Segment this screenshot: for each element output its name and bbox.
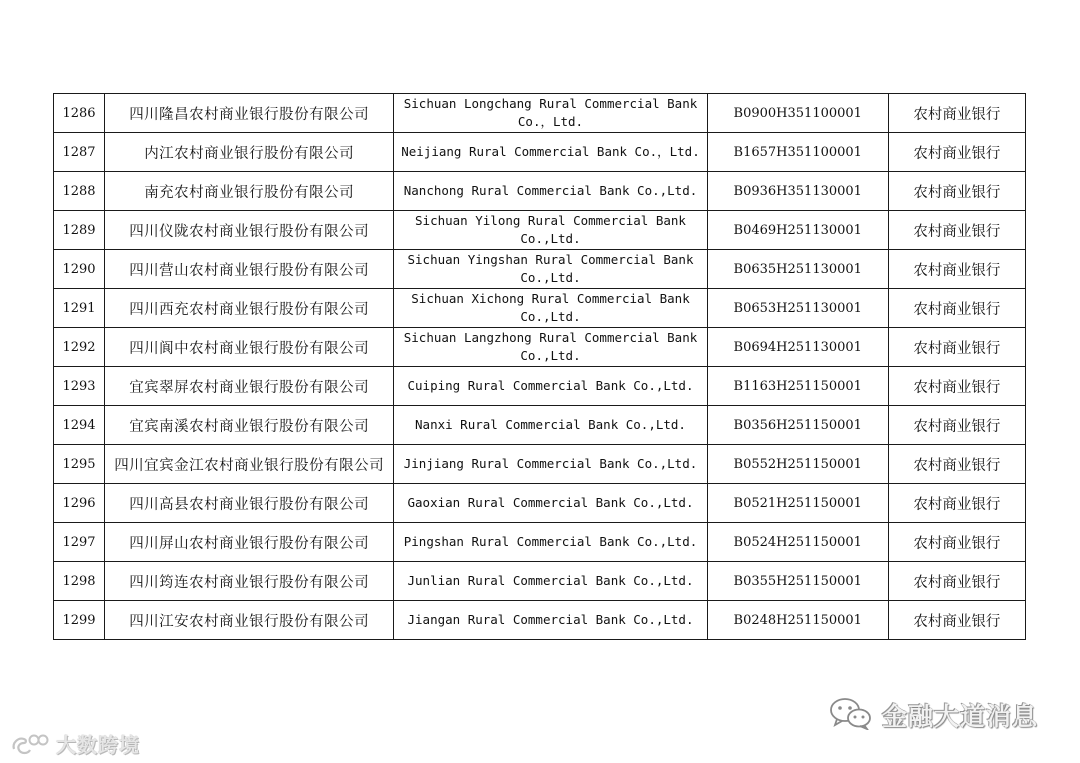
table-row	[54, 250, 1026, 289]
cell-number: 1295	[54, 445, 105, 484]
cell-institution-code: B0521H251150001	[707, 484, 888, 523]
cell-institution-type: 农村商业银行	[888, 250, 1025, 289]
cell-institution-type: 农村商业银行	[888, 484, 1025, 523]
cell-number: 1291	[54, 289, 105, 328]
cell-name-english: Nanxi Rural Commercial Bank Co.,Ltd.	[394, 406, 707, 445]
table-body	[54, 94, 1026, 640]
cell-number: 1297	[54, 523, 105, 562]
cell-institution-code: B0552H251150001	[707, 445, 888, 484]
table-row	[54, 211, 1026, 250]
cell-name-english: Jinjiang Rural Commercial Bank Co.,Ltd.	[394, 445, 707, 484]
table-row	[54, 289, 1026, 328]
cell-number: 1288	[54, 172, 105, 211]
bank-register-table	[53, 93, 1026, 640]
cell-name-english: Sichuan Longchang Rural Commercial Bank Co.，Ltd.	[394, 94, 707, 133]
cell-name-chinese: 南充农村商业银行股份有限公司	[105, 172, 394, 211]
cell-number: 1292	[54, 328, 105, 367]
watermark-bottom-right	[828, 696, 1038, 734]
cell-name-english: Sichuan Yingshan Rural Commercial Bank Co.,Ltd.	[394, 250, 707, 289]
cell-name-english: Junlian Rural Commercial Bank Co.,Ltd.	[394, 562, 707, 601]
table-row	[54, 562, 1026, 601]
cell-number: 1293	[54, 367, 105, 406]
cell-name-chinese: 四川营山农村商业银行股份有限公司	[105, 250, 394, 289]
watermark-left-text: 大数跨境	[56, 733, 140, 757]
cell-number: 1289	[54, 211, 105, 250]
cell-name-chinese: 宜宾南溪农村商业银行股份有限公司	[105, 406, 394, 445]
table-row	[54, 367, 1026, 406]
cell-institution-type: 农村商业银行	[888, 172, 1025, 211]
weibo-logo-icon	[10, 731, 50, 757]
cell-institution-code: B0469H251130001	[707, 211, 888, 250]
cell-institution-type: 农村商业银行	[888, 406, 1025, 445]
cell-institution-code: B1163H251150001	[707, 367, 888, 406]
cell-institution-code: B0355H251150001	[707, 562, 888, 601]
cell-name-english: Sichuan Yilong Rural Commercial Bank Co.,Ltd.	[394, 211, 707, 250]
table-row	[54, 523, 1026, 562]
cell-institution-type: 农村商业银行	[888, 94, 1025, 133]
table-row	[54, 172, 1026, 211]
cell-number: 1290	[54, 250, 105, 289]
cell-institution-code: B0653H251130001	[707, 289, 888, 328]
cell-number: 1296	[54, 484, 105, 523]
cell-number: 1299	[54, 601, 105, 640]
cell-institution-type: 农村商业银行	[888, 445, 1025, 484]
table-row	[54, 601, 1026, 640]
cell-institution-type: 农村商业银行	[888, 523, 1025, 562]
table-row	[54, 94, 1026, 133]
watermark-right-text: 金融大道消息	[882, 702, 1039, 731]
cell-name-chinese: 四川宜宾金江农村商业银行股份有限公司	[105, 445, 394, 484]
cell-institution-type: 农村商业银行	[888, 133, 1025, 172]
cell-name-chinese: 四川江安农村商业银行股份有限公司	[105, 601, 394, 640]
cell-number: 1287	[54, 133, 105, 172]
cell-name-chinese: 四川屏山农村商业银行股份有限公司	[105, 523, 394, 562]
cell-institution-code: B0524H251150001	[707, 523, 888, 562]
cell-institution-type: 农村商业银行	[888, 328, 1025, 367]
cell-name-chinese: 四川筠连农村商业银行股份有限公司	[105, 562, 394, 601]
cell-institution-type: 农村商业银行	[888, 211, 1025, 250]
cell-name-english: Nanchong Rural Commercial Bank Co.,Ltd.	[394, 172, 707, 211]
table-row	[54, 133, 1026, 172]
cell-institution-type: 农村商业银行	[888, 562, 1025, 601]
cell-number: 1286	[54, 94, 105, 133]
cell-name-english: Cuiping Rural Commercial Bank Co.,Ltd.	[394, 367, 707, 406]
cell-institution-code: B0936H351130001	[707, 172, 888, 211]
cell-name-english: Jiangan Rural Commercial Bank Co.,Ltd.	[394, 601, 707, 640]
cell-name-chinese: 宜宾翠屏农村商业银行股份有限公司	[105, 367, 394, 406]
table-row	[54, 406, 1026, 445]
cell-name-english: Neijiang Rural Commercial Bank Co.，Ltd.	[394, 133, 707, 172]
cell-name-chinese: 四川隆昌农村商业银行股份有限公司	[105, 94, 394, 133]
cell-name-chinese: 四川西充农村商业银行股份有限公司	[105, 289, 394, 328]
cell-name-english: Gaoxian Rural Commercial Bank Co.,Ltd.	[394, 484, 707, 523]
cell-name-chinese: 四川高县农村商业银行股份有限公司	[105, 484, 394, 523]
cell-institution-code: B0248H251150001	[707, 601, 888, 640]
cell-institution-code: B0635H251130001	[707, 250, 888, 289]
cell-name-english: Pingshan Rural Commercial Bank Co.,Ltd.	[394, 523, 707, 562]
cell-name-chinese: 内江农村商业银行股份有限公司	[105, 133, 394, 172]
cell-number: 1298	[54, 562, 105, 601]
table-row	[54, 484, 1026, 523]
cell-institution-type: 农村商业银行	[888, 367, 1025, 406]
cell-number: 1294	[54, 406, 105, 445]
cell-name-chinese: 四川仪陇农村商业银行股份有限公司	[105, 211, 394, 250]
cell-name-english: Sichuan Langzhong Rural Commercial Bank Co.,Ltd.	[394, 328, 707, 367]
cell-institution-code: B0900H351100001	[707, 94, 888, 133]
watermark-bottom-left	[10, 729, 140, 758]
cell-institution-code: B0356H251150001	[707, 406, 888, 445]
cell-institution-code: B1657H351100001	[707, 133, 888, 172]
cell-name-english: Sichuan Xichong Rural Commercial Bank Co.,Ltd.	[394, 289, 707, 328]
cell-name-chinese: 四川阆中农村商业银行股份有限公司	[105, 328, 394, 367]
wechat-logo-icon	[828, 696, 872, 734]
table-row	[54, 445, 1026, 484]
cell-institution-code: B0694H251130001	[707, 328, 888, 367]
table-row	[54, 328, 1026, 367]
cell-institution-type: 农村商业银行	[888, 601, 1025, 640]
cell-institution-type: 农村商业银行	[888, 289, 1025, 328]
